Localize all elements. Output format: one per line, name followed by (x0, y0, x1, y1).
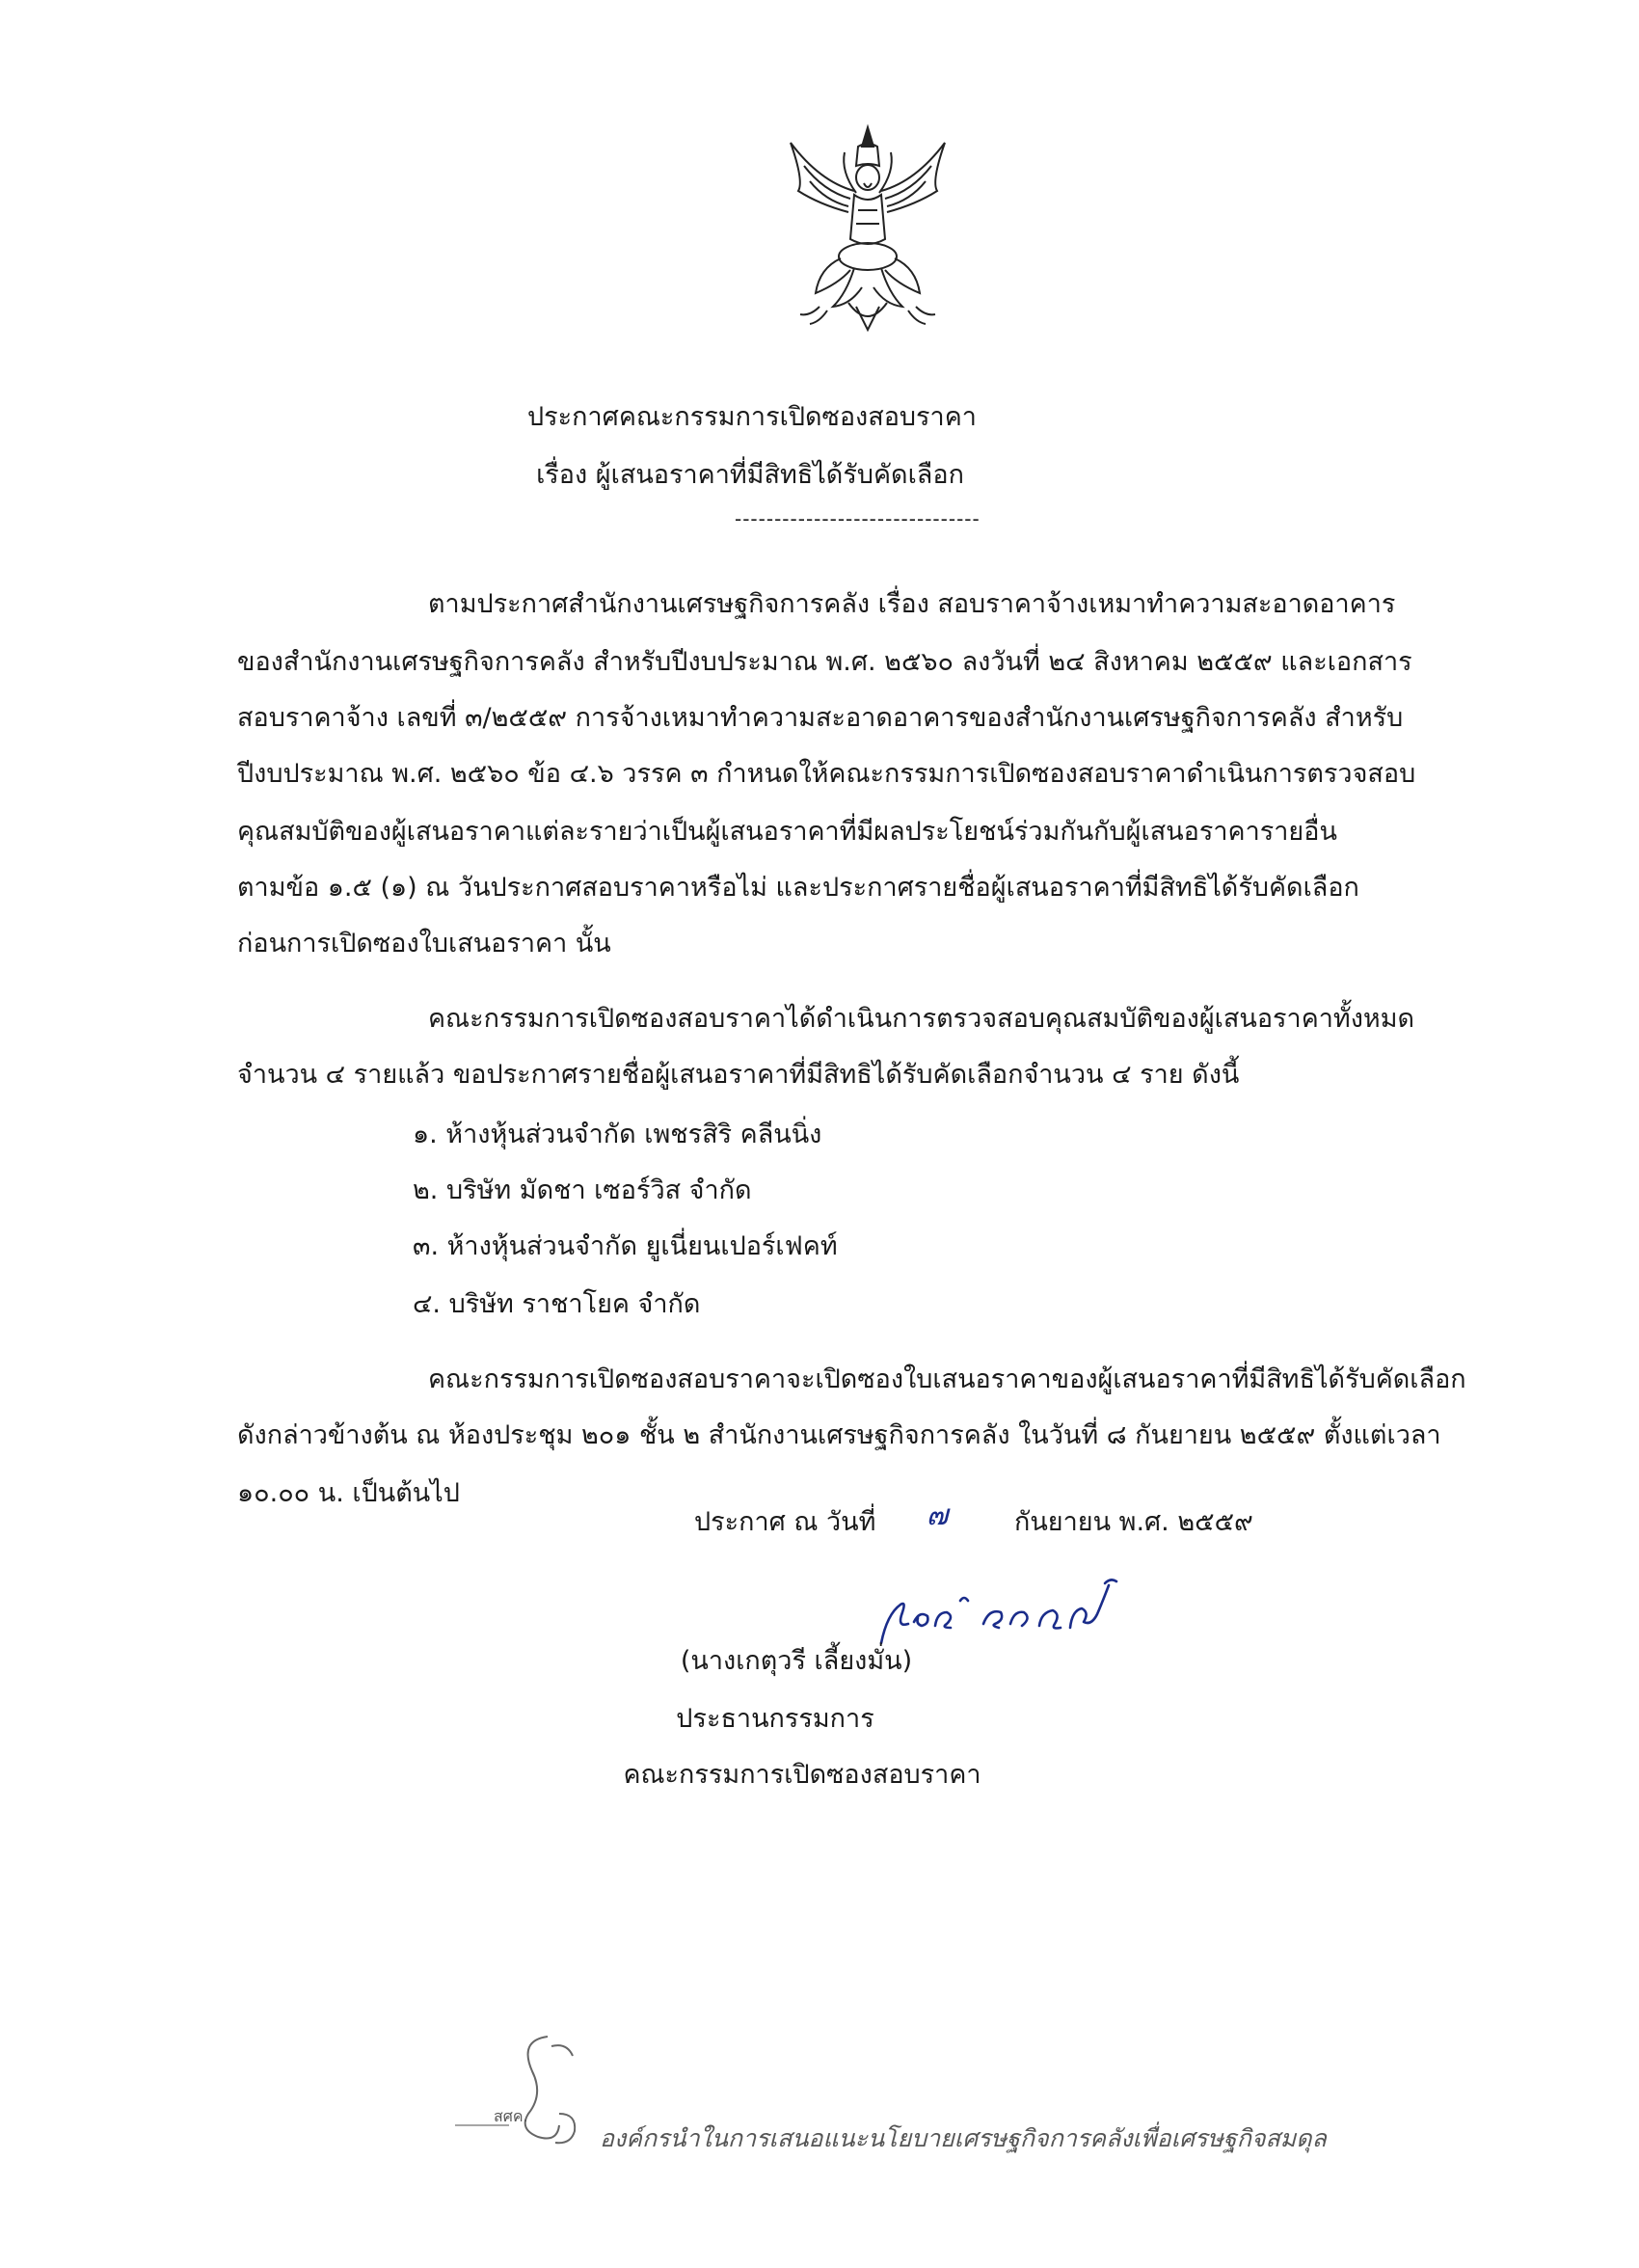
paragraph1-line: ตามประกาศสำนักงานเศรษฐกิจการคลัง เรื่อง สอบราคาจ้างเหมาทำความสะอาดอาคาร (428, 589, 1396, 619)
bidder-list-item: ๑. ห้างหุ้นส่วนจำกัด เพชรสิริ คลีนนิ่ง (413, 1120, 822, 1149)
committee-name: คณะกรรมการเปิดซองสอบราคา (623, 1760, 981, 1790)
fpo-logo-text: สศค. (494, 2107, 528, 2125)
paragraph1-line: ของสำนักงานเศรษฐกิจการคลัง สำหรับปีงบประมาณ พ.ศ. ๒๕๖๐ ลงวันที่ ๒๔ สิงหาคม ๒๕๕๙ และเอกสาร (237, 647, 1412, 677)
footer-slogan: องค์กรนำในการเสนอแนะนโยบายเศรษฐกิจการคลังเพื่อเศรษฐกิจสมดุล (600, 2124, 1327, 2152)
announcement-subject: เรื่อง ผู้เสนอราคาที่มีสิทธิได้รับคัดเลือก (536, 460, 964, 490)
fpo-logo-icon (451, 2017, 625, 2152)
announcement-title: ประกาศคณะกรรมการเปิดซองสอบราคา (527, 402, 977, 432)
bidder-list-item: ๔. บริษัท ราชาโยค จำกัด (413, 1289, 701, 1319)
paragraph2-line: คณะกรรมการเปิดซองสอบราคาได้ดำเนินการตรวจสอบคุณสมบัติของผู้เสนอราคาทั้งหมด (428, 1004, 1415, 1034)
paragraph1-line: ตามข้อ ๑.๕ (๑) ณ วันประกาศสอบราคาหรือไม่ และประกาศรายชื่อผู้เสนอราคาที่มีสิทธิได้รับคัดเลือก (237, 873, 1359, 903)
bidder-list-item: ๓. ห้างหุ้นส่วนจำกัด ยูเนี่ยนเปอร์เฟคท์ (413, 1231, 838, 1261)
paragraph3-line: คณะกรรมการเปิดซองสอบราคาจะเปิดซองใบเสนอราคาของผู้เสนอราคาที่มีสิทธิได้รับคัดเลือก (428, 1364, 1466, 1394)
paragraph3-line: ดังกล่าวข้างต้น ณ ห้องประชุม ๒๐๑ ชั้น ๒ สำนักงานเศรษฐกิจการคลัง ในวันที่ ๘ กันยายน ๒๕๕๙ ตั้งแต่เวลา (237, 1420, 1441, 1450)
announcement-date-prefix: ประกาศ ณ วันที่ (694, 1507, 876, 1537)
announcement-date-suffix: กันยายน พ.ศ. ๒๕๕๙ (1014, 1507, 1253, 1537)
title-separator: ------------------------------- (735, 507, 981, 530)
paragraph1-line: คุณสมบัติของผู้เสนอราคาแต่ละรายว่าเป็นผู้เสนอราคาที่มีผลประโยชน์ร่วมกันกับผู้เสนอราคารายอื่น (237, 817, 1337, 847)
paragraph1-line: ก่อนการเปิดซองใบเสนอราคา นั้น (237, 929, 611, 958)
paragraph2-line: จำนวน ๔ รายแล้ว ขอประกาศรายชื่อผู้เสนอราคาที่มีสิทธิได้รับคัดเลือกจำนวน ๔ ราย ดังนี้ (237, 1060, 1240, 1090)
signatory-position: ประธานกรรมการ (676, 1704, 874, 1734)
bidder-list-item: ๒. บริษัท มัดชา เซอร์วิส จำกัด (413, 1175, 752, 1205)
paragraph1-line: สอบราคาจ้าง เลขที่ ๓/๒๕๕๙ การจ้างเหมาทำความสะอาดอาคารของสำนักงานเศรษฐกิจการคลัง สำหรับ (237, 703, 1404, 733)
paragraph1-line: ปีงบประมาณ พ.ศ. ๒๕๖๐ ข้อ ๔.๖ วรรค ๓ กำหนดให้คณะกรรมการเปิดซองสอบราคาดำเนินการตรวจสอบ (237, 759, 1416, 789)
signatory-name: (นางเกตุวรี เลี้ยงมั่น) (680, 1646, 913, 1676)
garuda-emblem-icon (781, 123, 954, 334)
announcement-date-day: ๗ (926, 1498, 949, 1532)
paragraph3-line: ๑๐.๐๐ น. เป็นต้นไป (237, 1478, 460, 1508)
